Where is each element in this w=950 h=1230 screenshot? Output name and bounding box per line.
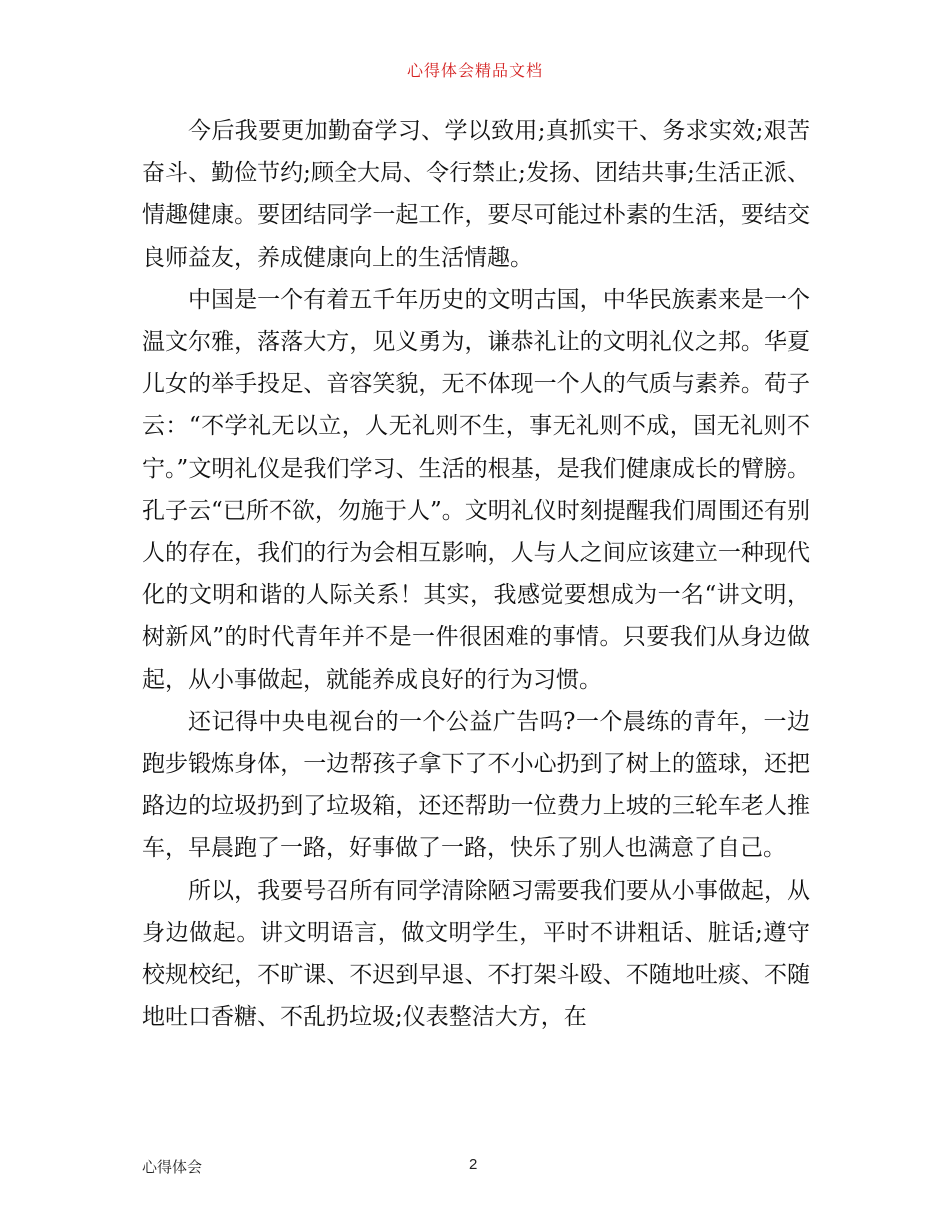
paragraph-1: 今后我要更加勤奋学习、学以致用;真抓实干、务求实效;艰苦奋斗、勤俭节约;顾全大局、令行禁止;发扬、团结共事;生活正派、情趣健康。要团结同学一起工作，要尽可能过朴素的生活，要结交良师益友，养成健康向上的生活情趣。	[142, 118, 810, 271]
page-header-title: 心得体会精品文档	[406, 61, 543, 80]
page-number: 2	[469, 1156, 478, 1173]
paragraph-3: 还记得中央电视台的一个公益广告吗?一个晨练的青年，一边跑步锻炼身体，一边帮孩子拿下了不小心扔到了树上的篮球，还把路边的垃圾扔到了垃圾箱，还还帮助一位费力上坡的三轮车老人推车，早晨跑了一路，好事做了一路，快乐了别人也满意了自己。	[142, 708, 810, 862]
paragraph-2: 中国是一个有着五千年历史的文明古国，中华民族素来是一个温文尔雅，落落大方，见义勇为，谦恭礼让的文明礼仪之邦。华夏儿女的举手投足、音容笑貌，无不体现一个人的气质与素养。荀子云：“不学礼无以立，人无礼则不生，事无礼则不成，国无礼则不宁。”文明礼仪是我们学习、生活的根基，是我们健康成长的臂膀。孔子云“已所不欲，勿施于人”。文明礼仪时刻提醒我们周围还有别人的存在，我们的行为会相互影响，人与人之间应该建立一种现代化的文明和谐的人际关系！其实，我感觉要想成为一名“讲文明，树新风”的时代青年并不是一件很困难的事情。只要我们从身边做起，从小事做起，就能养成良好的行为习惯。	[142, 286, 810, 693]
paragraph-4: 所以，我要号召所有同学清除陋习需要我们要从小事做起，从身边做起。讲文明语言，做文明学生，平时不讲粗话、脏话;遵守校规校纪，不旷课、不迟到早退、不打架斗殴、不随地吐痰、不随地吐口香糖、不乱扔垃圾;仪表整洁大方，在	[142, 877, 810, 1031]
footer-label: 心得体会	[142, 1158, 203, 1176]
document-body	[142, 110, 810, 1038]
